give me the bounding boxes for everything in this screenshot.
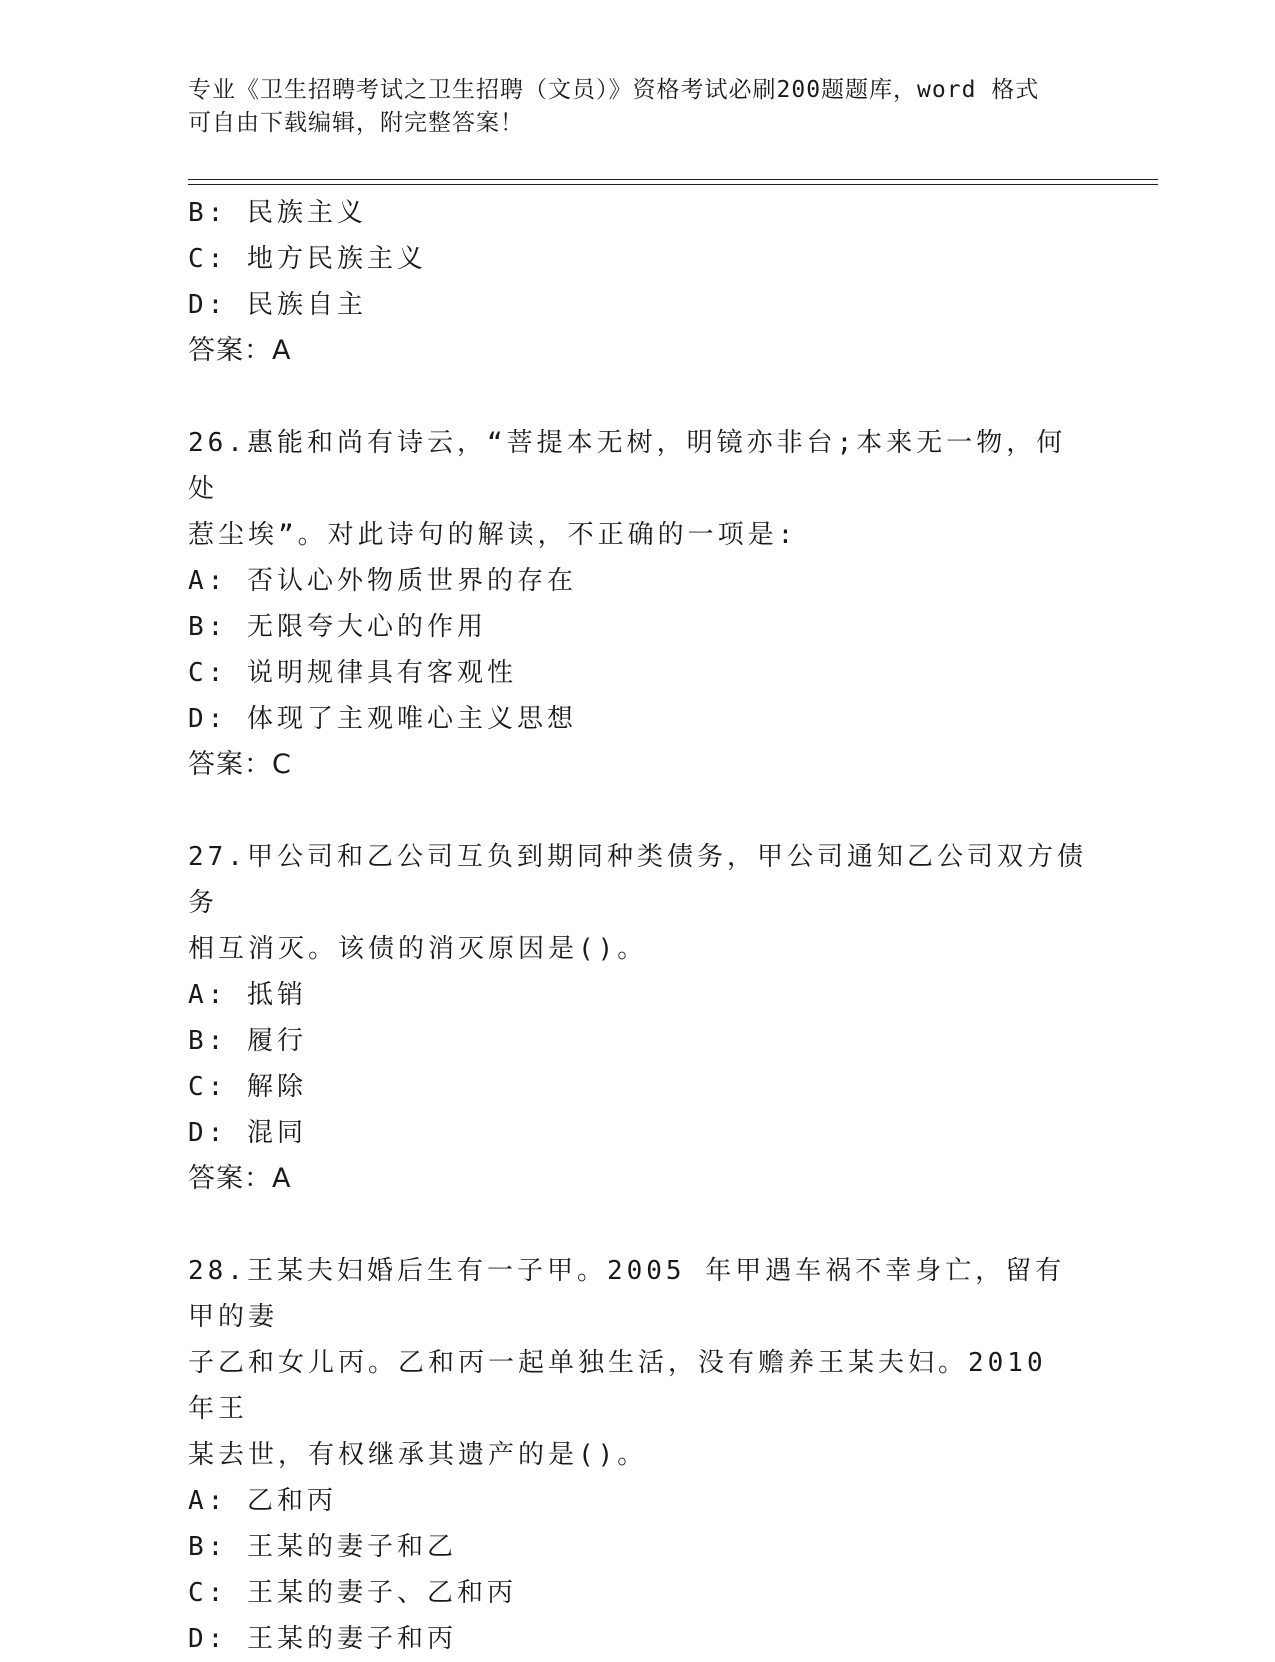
option-b: B: 无限夸大心的作用: [188, 612, 487, 642]
question-27: [188, 834, 1088, 1202]
spacer: [188, 788, 1088, 834]
question-text-line: 某去世，有权继承其遗产的是()。: [188, 1440, 648, 1470]
option-a: A: 抵销: [188, 980, 307, 1010]
document-header: [188, 74, 1078, 140]
option-d: D: 混同: [188, 1118, 307, 1148]
header-rule-bottom: [188, 184, 1158, 185]
option-c: C: 地方民族主义: [188, 244, 427, 274]
question-26: [188, 420, 1088, 788]
option-c: C: 王某的妻子、乙和丙: [188, 1578, 517, 1608]
question-text-line: 惹尘埃”。对此诗句的解读，不正确的一项是:: [188, 520, 798, 550]
option-d: D: 体现了主观唯心主义思想: [188, 704, 577, 734]
answer-line: 答案：A: [188, 335, 292, 366]
header-rule-top: [188, 179, 1158, 180]
option-b: B: 民族主义: [188, 198, 367, 228]
option-a: A: 乙和丙: [188, 1486, 337, 1516]
option-d: D: 民族自主: [188, 290, 367, 320]
question-text-line: 相互消灭。该债的消灭原因是()。: [188, 934, 648, 964]
option-a: A: 否认心外物质世界的存在: [188, 566, 577, 596]
question-text-line: 27.甲公司和乙公司互负到期同种类债务，甲公司通知乙公司双方债务: [188, 842, 1087, 918]
option-b: B: 履行: [188, 1026, 307, 1056]
option-d: D: 王某的妻子和丙: [188, 1624, 457, 1654]
option-b: B: 王某的妻子和乙: [188, 1532, 457, 1562]
option-c: C: 说明规律具有客观性: [188, 658, 517, 688]
spacer: [188, 1202, 1088, 1248]
option-c: C: 解除: [188, 1072, 307, 1102]
answer-line: 答案：A: [188, 1163, 292, 1194]
question-list: [188, 190, 1088, 1662]
header-line-2: 可自由下载编辑，附完整答案！: [188, 110, 524, 136]
question-text-line: 子乙和女儿丙。乙和丙一起单独生活，没有赡养王某夫妇。2010 年王: [188, 1348, 1047, 1424]
question-28: [188, 1248, 1088, 1662]
spacer: [188, 374, 1088, 420]
header-line-1: 专业《卫生招聘考试之卫生招聘（文员）》资格考试必刷200题题库，word 格式: [188, 77, 1040, 103]
question-text-line: 28.王某夫妇婚后生有一子甲。2005 年甲遇车祸不幸身亡，留有甲的妻: [188, 1256, 1066, 1332]
question-text-line: 26.惠能和尚有诗云，“菩提本无树，明镜亦非台;本来无一物，何处: [188, 428, 1067, 504]
question-25: [188, 190, 1088, 374]
answer-line: 答案：C: [188, 749, 292, 780]
